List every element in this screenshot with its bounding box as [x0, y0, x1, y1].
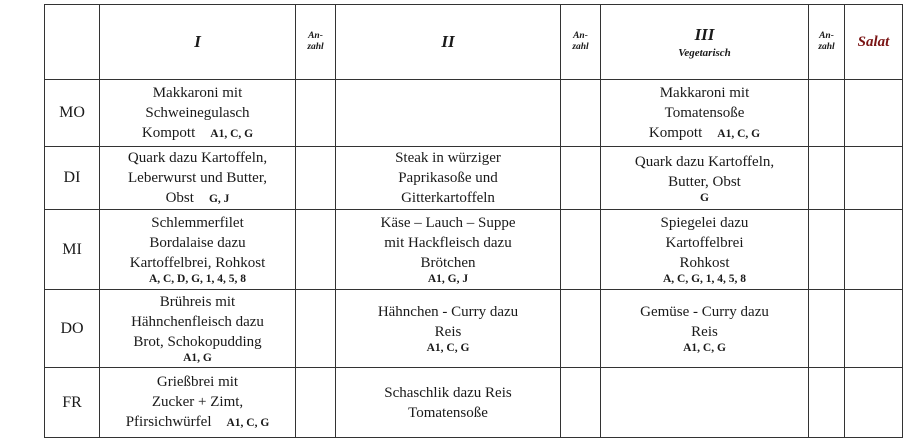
dish-line: Spiegelei dazu — [660, 215, 749, 231]
dish-line: Quark dazu Kartoffeln, — [127, 149, 268, 166]
allergen-codes: G — [700, 191, 709, 204]
header-anzahl-2-part-a: An- — [573, 31, 588, 41]
meal-cell-m2 — [336, 210, 561, 290]
header-anzahl-1-part-b: zahl — [307, 42, 324, 52]
dish-line: Grießbrei mit — [156, 374, 239, 390]
dish-line: Tomatensoße — [408, 404, 488, 421]
dish-line: Makkaroni mit — [659, 84, 750, 101]
day-row — [45, 290, 903, 368]
dish-line: Steak in würziger — [395, 150, 501, 166]
dish-line: Paprikasoße und — [398, 170, 498, 186]
dish-text — [100, 292, 295, 365]
meal-cell-m1 — [100, 147, 296, 210]
salat-cell — [845, 290, 903, 368]
header-menu-3-subtitle: Vegetarisch — [678, 47, 731, 59]
day-label: FR — [45, 368, 100, 438]
dish-line: Pfirsichwürfel — [125, 414, 212, 430]
dish-text — [100, 148, 295, 209]
header-menu-3-title: III — [694, 25, 715, 44]
meal-cell-m2 — [336, 147, 561, 210]
dish-line: Schlemmerfilet — [151, 215, 244, 231]
day-label: MI — [45, 210, 100, 290]
meal-cell-m2 — [336, 290, 561, 368]
dish-line: Kompott — [141, 124, 196, 141]
dish-text — [336, 302, 560, 355]
meal-cell-m3 — [601, 80, 809, 147]
dish-line: Gemüse - Curry dazu — [640, 304, 769, 320]
dish-line: Leberwurst und Butter, — [128, 169, 267, 186]
dish-line: Käse – Lauch – Suppe — [380, 215, 516, 231]
dish-line: Hähnchen - Curry dazu — [377, 304, 519, 320]
salat-cell — [845, 368, 903, 438]
anzahl-cell-1 — [296, 80, 336, 147]
day-label: DI — [45, 147, 100, 210]
meal-cell-m1 — [100, 210, 296, 290]
menu-table — [44, 4, 903, 438]
dish-line: Kartoffelbrei — [665, 235, 744, 251]
anzahl-cell-2 — [561, 80, 601, 147]
dish-text — [336, 148, 560, 208]
meal-cell-m1 — [100, 80, 296, 147]
dish-line-with-allergens — [601, 123, 808, 144]
dish-line: Schaschlik dazu Reis — [384, 384, 512, 401]
dish-line: Schweinegulasch — [145, 104, 250, 121]
dish-line: Makkaroni mit — [152, 84, 243, 101]
header-anzahl-3-part-a: An- — [819, 31, 834, 41]
dish-line: Quark dazu Kartoffeln, — [634, 153, 775, 170]
anzahl-cell-2 — [561, 147, 601, 210]
dish-line-with-allergens — [100, 188, 295, 209]
day-label: MO — [45, 80, 100, 147]
dish-line: Kartoffelbrei, Rohkost — [129, 255, 266, 271]
header-anzahl-1 — [296, 5, 336, 80]
anzahl-cell-3 — [809, 80, 845, 147]
meal-cell-m3 — [601, 147, 809, 210]
header-anzahl-2 — [561, 5, 601, 80]
meal-cell-m1 — [100, 290, 296, 368]
dish-line: Rohkost — [679, 255, 730, 271]
dish-line: Bordalaise dazu — [149, 235, 246, 251]
anzahl-cell-3 — [809, 368, 845, 438]
dish-line: Tomatensoße — [664, 104, 745, 121]
dish-text — [601, 302, 808, 355]
dish-line: Hähnchenfleisch dazu — [131, 314, 264, 330]
allergen-codes: G, J — [208, 192, 230, 205]
header-anzahl-3 — [809, 5, 845, 80]
anzahl-cell-2 — [561, 368, 601, 438]
header-menu-2: II — [336, 5, 561, 80]
allergen-codes: A1, G — [183, 352, 212, 364]
dish-line: Brötchen — [420, 255, 476, 271]
dish-line: Reis — [691, 324, 718, 340]
dish-text — [336, 213, 560, 286]
day-row — [45, 368, 903, 438]
anzahl-cell-1 — [296, 290, 336, 368]
header-anzahl-1-part-a: An- — [308, 31, 323, 41]
day-row — [45, 147, 903, 210]
dish-line: Zucker + Zimt, — [151, 394, 244, 410]
anzahl-cell-3 — [809, 210, 845, 290]
meal-cell-m2 — [336, 80, 561, 147]
allergen-codes: A, C, G, 1, 4, 5, 8 — [662, 273, 747, 285]
dish-line: Brühreis mit — [159, 294, 236, 310]
allergen-codes: A, C, D, G, 1, 4, 5, 8 — [148, 273, 247, 285]
dish-line: Butter, Obst — [668, 173, 741, 190]
anzahl-cell-1 — [296, 368, 336, 438]
header-anzahl-2-part-b: zahl — [572, 42, 589, 52]
allergen-codes: A1, C, G — [683, 342, 726, 354]
anzahl-cell-3 — [809, 147, 845, 210]
salat-cell — [845, 147, 903, 210]
anzahl-cell-1 — [296, 210, 336, 290]
dish-line: Kompott — [648, 124, 703, 141]
day-row — [45, 80, 903, 147]
meal-cell-m3 — [601, 290, 809, 368]
dish-text — [601, 213, 808, 286]
dish-line-with-allergens — [100, 123, 295, 144]
meal-cell-m1 — [100, 368, 296, 438]
salat-cell — [845, 80, 903, 147]
dish-text — [100, 83, 295, 144]
day-row — [45, 210, 903, 290]
dish-text — [601, 83, 808, 144]
dish-text — [100, 372, 295, 433]
anzahl-cell-1 — [296, 147, 336, 210]
dish-line: Obst — [165, 189, 194, 206]
dish-text — [336, 383, 560, 423]
salat-cell — [845, 210, 903, 290]
allergen-codes: A1, G, J — [427, 273, 469, 285]
header-menu-1: I — [100, 5, 296, 80]
meal-cell-m2 — [336, 368, 561, 438]
allergen-codes: A1, C, G — [210, 127, 254, 140]
allergen-codes: A1, C, G — [717, 127, 761, 140]
anzahl-cell-2 — [561, 290, 601, 368]
dish-text — [100, 213, 295, 286]
dish-line: Reis — [434, 324, 462, 340]
header-menu-3 — [601, 5, 809, 80]
meal-cell-m3 — [601, 368, 809, 438]
meal-cell-m3 — [601, 210, 809, 290]
header-anzahl-3-part-b: zahl — [818, 42, 835, 52]
header-row — [45, 5, 903, 80]
dish-line: Gitterkartoffeln — [401, 190, 495, 206]
header-day-cell — [45, 5, 100, 80]
dish-line: Brot, Schokopudding — [133, 334, 262, 350]
dish-line: mit Hackfleisch dazu — [384, 235, 512, 251]
allergen-codes: A1, C, G — [226, 417, 270, 429]
header-salat: Salat — [845, 5, 903, 80]
dish-line-with-allergens — [100, 412, 295, 433]
day-label: DO — [45, 290, 100, 368]
anzahl-cell-3 — [809, 290, 845, 368]
anzahl-cell-2 — [561, 210, 601, 290]
allergen-codes: A1, C, G — [426, 342, 470, 354]
dish-text — [601, 152, 808, 205]
